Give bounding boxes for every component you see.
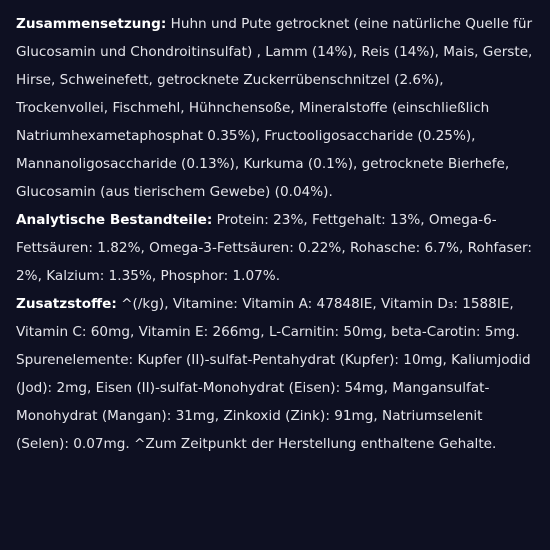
additives-label: Zusatzstoffe: [16, 296, 117, 312]
analytical-constituents-text: Protein: 23%, Fettgehalt: 13%, Omega-6-Fettsäuren: 1.82%, Omega-3-Fettsäuren: 0.22%, Rohasche: 6.7%, Rohfaser: 2%, Kalzium: 1.35%, Phosphor: 1.07%. [16, 212, 532, 284]
additives-text: ^(/kg), Vitamine: Vitamin A: 47848IE, Vitamin D₃: 1588IE, Vitamin C: 60mg, Vitamin E: 266mg, L-Carnitin: 50mg, beta-Carotin: 5mg. Spurenelemente: Kupfer (II)-sulfat-Pentahydrat (Kupfer): 10mg, Kaliumjodid (Jod): 2mg, Eisen (II)-sulfat-Monohydrat (Eisen): 54mg, Mangansulfat-Monohydrat (Mangan): 31mg, Zinkoxid (Zink): 91mg, Natriumselenit (Selen): 0.07mg. ^Zum Zeitpunkt der Herstellung enthaltene Gehalte. [16, 296, 531, 452]
additives-section [16, 290, 536, 458]
analytical-constituents-section [16, 206, 536, 290]
analytical-constituents-label: Analytische Bestandteile: [16, 212, 213, 228]
composition-label: Zusammensetzung: [16, 16, 167, 32]
composition-text: Huhn und Pute getrocknet (eine natürliche Quelle für Glucosamin und Chondroitinsulfat) , Lamm (14%), Reis (14%), Mais, Gerste, Hirse, Schweinefett, getrocknete Zuckerrübenschnitzel (2.6%), Trockenvollei, Fischmehl, Hühnchensoße, Mineralstoffe (einschließlich Natriumhexametaphosphat 0.35%), Fructooligosaccharide (0.25%), Mannanoligosaccharide (0.13%), Kurkuma (0.1%), getrocknete Bierhefe, Glucosamin (aus tierischem Gewebe) (0.04%). [16, 16, 533, 200]
composition-section [16, 10, 536, 206]
